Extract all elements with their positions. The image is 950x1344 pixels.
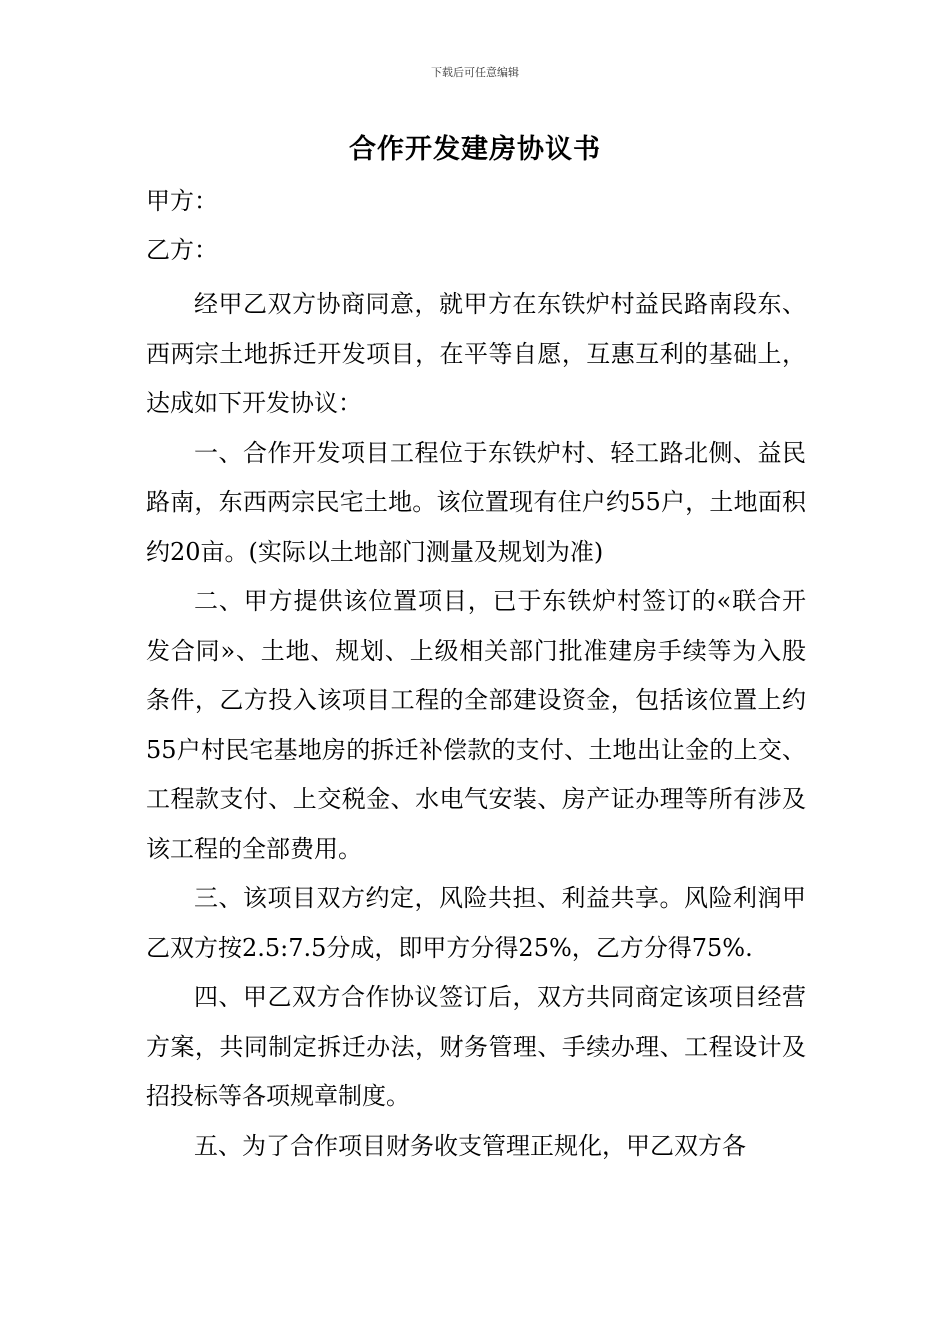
document-title: 合作开发建房协议书 — [349, 134, 601, 165]
paragraph-intro: 经甲乙双方协商同意，就甲方在东铁炉村益民路南段东、西两宗土地拆迁开发项目，在平等自愿，互惠互利的基础上，达成如下开发协议： — [146, 290, 806, 417]
agreement-body — [146, 280, 806, 1171]
paragraph-clause-3: 三、该项目双方约定，风险共担、利益共享。风险利润甲乙双方按2.5:7.5分成，即甲方分得25%，乙方分得75%. — [146, 884, 806, 962]
party-a-label: 甲方： — [146, 187, 218, 215]
party-b-label: 乙方： — [146, 236, 218, 264]
paragraph-clause-1: 一、合作开发项目工程位于东铁炉村、轻工路北侧、益民路南，东西两宗民宅土地。该位置现有住户约55户，土地面积约20亩。(实际以土地部门测量及规划为准) — [146, 438, 806, 566]
paragraph-clause-4: 四、甲乙双方合作协议签订后，双方共同商定该项目经营方案，共同制定拆迁办法，财务管理、手续办理、工程设计及招投标等各项规章制度。 — [146, 983, 806, 1110]
paragraph-clause-5: 五、为了合作项目财务收支管理正规化，甲乙双方各 — [194, 1131, 746, 1160]
paragraph-clause-2: 二、甲方提供该位置项目，已于东铁炉村签订的«联合开发合同»、土地、规划、上级相关部门批准建房手续等为入股条件，乙方投入该项目工程的全部建设资金，包括该位置上约55户村民宅基地房的拆迁补偿款的支付、土地出让金的上交、工程款支付、上交税金、水电气安装、房产证办理等所有涉及该工程的全部费用。 — [146, 587, 806, 863]
download-note: 下载后可任意编辑 — [431, 66, 519, 79]
